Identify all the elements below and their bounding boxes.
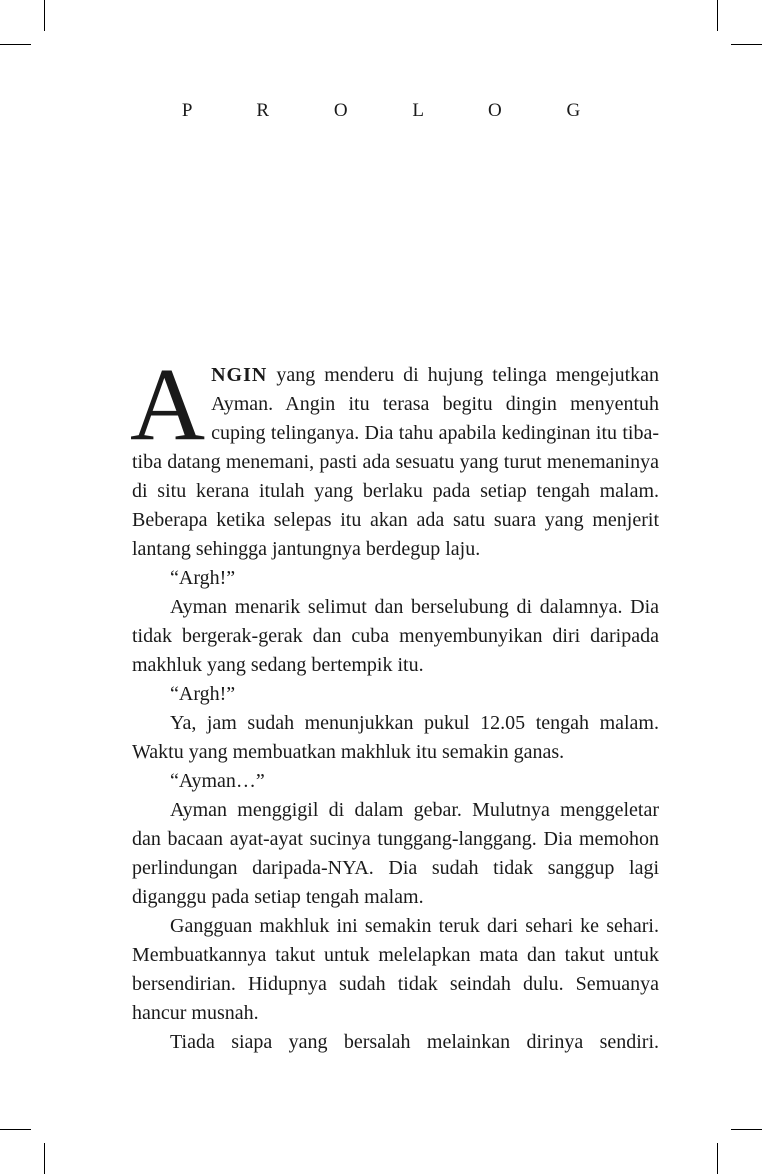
crop-mark [717,0,718,31]
paragraph: “Argh!” [170,567,236,589]
crop-mark [44,0,45,31]
paragraph: Gangguan makhluk ini semakin teruk dari sehari ke sehari. Membuatkannya takut untuk melelapkan mata dan takut untuk bersendirian. Hidupnya sudah tidak seindah dulu. Semuanya hancur musnah. [132,915,659,1024]
paragraph: Tiada siapa yang bersalah melainkan dirinya sendiri. [170,1031,659,1053]
paragraph: Ayman menggigil di dalam gebar. Mulutnya menggeletar dan bacaan ayat-ayat sucinya tunggang-langgang. Dia memohon perlindungan daripada-NYA. Dia sudah tidak sanggup lagi diganggu pada setiap tengah malam. [132,799,659,908]
crop-mark [44,1143,45,1174]
crop-mark [0,1129,31,1130]
crop-mark [0,44,31,45]
paragraph: “Ayman…” [170,770,265,792]
crop-mark [717,1143,718,1174]
lead-word: NGIN [211,364,268,386]
paragraph: “Argh!” [170,683,236,705]
body-text [130,347,659,1057]
paragraph: Ya, jam sudah menunjukkan pukul 12.05 tengah malam. Waktu yang membuatkan makhluk itu semakin ganas. [132,712,659,763]
paragraph [130,347,659,564]
drop-cap: A [130,347,206,462]
chapter-title: P R O L O G [181,100,611,121]
paragraph: Ayman menarik selimut dan berselubung di dalamnya. Dia tidak bergerak-gerak dan cuba menyembunyikan diri daripada makhluk yang sedang bertempik itu. [132,596,659,676]
paragraph-text: yang menderu di hujung telinga mengejutkan Ayman. Angin itu terasa begitu dingin menyentuh cuping telinganya. Dia tahu apabila kedinginan itu tiba-tiba datang menemani, pasti ada sesuatu yang turut menemaninya di situ kerana itulah yang berlaku pada setiap tengah malam. Beberapa ketika selepas itu akan ada satu suara yang menjerit lantang sehingga jantungnya berdegup laju. [132,364,659,560]
crop-mark [731,1129,762,1130]
crop-mark [731,44,762,45]
